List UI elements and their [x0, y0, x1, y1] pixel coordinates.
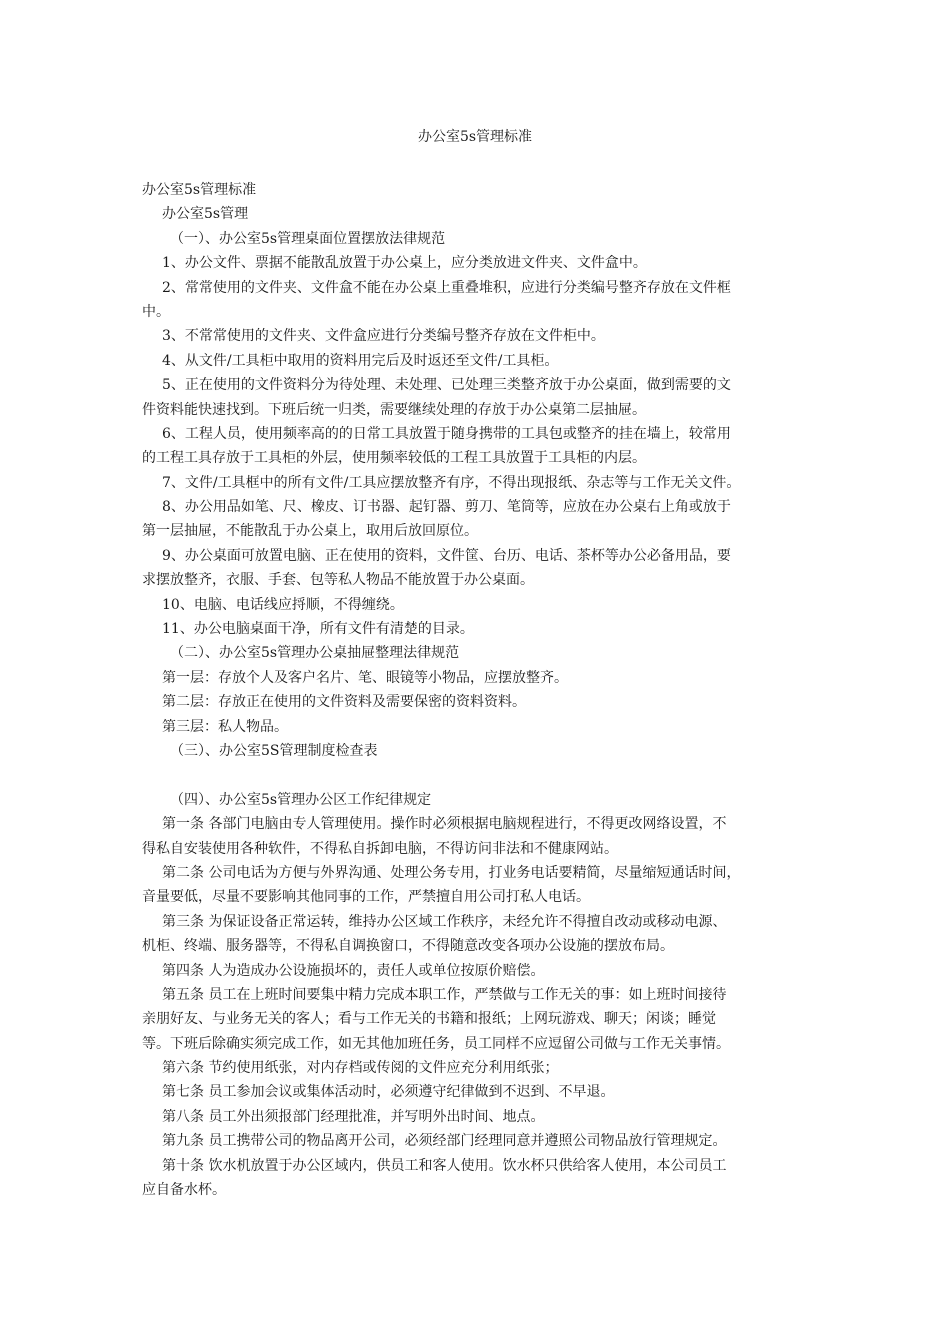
- document-body: [142, 178, 818, 1202]
- text-line: 第四条 人为造成办公设施损坏的，责任人或单位按原价赔偿。: [162, 962, 545, 979]
- text-line: 第二条 公司电话为方便与外界沟通、处理公务专用，打业务电话要精简，尽量缩短通话时间，: [162, 864, 741, 881]
- text-line: 7、文件/工具框中的所有文件/工具应摆放整齐有序，不得出现报纸、杂志等与工作无关文件。: [162, 474, 741, 491]
- text-line: 第三层：私人物品。: [162, 718, 288, 735]
- text-line: 第七条 员工参加会议或集体活动时，必须遵守纪律做到不迟到、不早退。: [162, 1084, 615, 1101]
- text-line: 得私自安装使用各种软件，不得私自拆卸电脑，不得访问非法和不健康网站。: [142, 840, 618, 857]
- text-line: 10、电脑、电话线应捋顺，不得缠绕。: [162, 596, 404, 613]
- text-line: 第三条 为保证设备正常运转，维持办公区域工作秩序，未经允许不得擅自改动或移动电源、: [162, 913, 727, 930]
- text-line: 第一层抽屉，不能散乱于办公桌上，取用后放回原位。: [142, 523, 478, 540]
- text-line: 音量要低，尽量不要影响其他同事的工作，严禁擅自用公司打私人电话。: [142, 889, 590, 906]
- text-line: 第九条 员工携带公司的物品离开公司，必须经部门经理同意并遵照公司物品放行管理规定。: [162, 1133, 727, 1150]
- text-line: 第五条 员工在上班时间要集中精力完成本职工作，严禁做与工作无关的事：如上班时间接待: [162, 986, 727, 1003]
- text-line: 的工程工具存放于工具柜的外层，使用频率较低的工程工具放置于工具柜的内层。: [142, 450, 646, 467]
- text-line: 第八条 员工外出须报部门经理批准，并写明外出时间、地点。: [162, 1108, 545, 1125]
- text-line: 第一条 各部门电脑由专人管理使用。操作时必须根据电脑规程进行，不得更改网络设置，不: [162, 816, 727, 833]
- text-line: 亲朋好友、与业务无关的客人；看与工作无关的书籍和报纸；上网玩游戏、聊天；闲谈；睡觉: [142, 1011, 716, 1028]
- text-line: 11、办公电脑桌面干净，所有文件有清楚的目录。: [162, 621, 474, 638]
- text-line: 4、从文件/工具柜中取用的资料用完后及时返还至文件/工具柜。: [162, 352, 559, 369]
- text-line: 第二层：存放正在使用的文件资料及需要保密的资料资料。: [162, 694, 526, 711]
- text-line: （一）、办公室5s管理桌面位置摆放法律规范: [170, 230, 446, 247]
- text-line: （三）、办公室5S管理制度检查表: [170, 742, 378, 759]
- text-line: 办公室5s管理标准: [142, 182, 257, 198]
- text-line: 第一层：存放个人及客户名片、笔、眼镜等小物品，应摆放整齐。: [162, 669, 568, 686]
- text-line: （四）、办公室5s管理办公区工作纪律规定: [170, 791, 432, 808]
- page-title: 办公室5s管理标准: [417, 129, 533, 145]
- text-line: 中。: [142, 303, 170, 320]
- text-line: 8、办公用品如笔、尺、橡皮、订书器、起钉器、剪刀、笔筒等，应放在办公桌右上角或放于: [162, 499, 731, 516]
- text-line: 第十条 饮水机放置于办公区域内，供员工和客人使用。饮水杯只供给客人使用，本公司员工: [162, 1157, 727, 1174]
- text-line: 办公室5s管理: [162, 206, 249, 223]
- text-line: 9、办公桌面可放置电脑、正在使用的资料，文件筐、台历、电话、茶杯等办公必备用品，要: [162, 547, 731, 564]
- text-line: （二）、办公室5s管理办公桌抽屉整理法律规范: [170, 645, 460, 662]
- text-line: 应自备水杯。: [142, 1182, 226, 1199]
- text-line: 2、常常使用的文件夹、文件盒不能在办公桌上重叠堆积，应进行分类编号整齐存放在文件框: [162, 279, 731, 296]
- text-line: 件资料能快速找到。下班后统一归类，需要继续处理的存放于办公桌第二层抽屉。: [142, 401, 646, 418]
- blank-line: [142, 763, 818, 787]
- text-line: 3、不常常使用的文件夹、文件盒应进行分类编号整齐存放在文件柜中。: [162, 328, 605, 345]
- text-line: 求摆放整齐，衣服、手套、包等私人物品不能放置于办公桌面。: [142, 572, 534, 589]
- text-line: 1、办公文件、票据不能散乱放置于办公桌上，应分类放进文件夹、文件盒中。: [162, 255, 647, 272]
- text-line: 等。下班后除确实须完成工作，如无其他加班任务，员工同样不应逗留公司做与工作无关事情。: [142, 1035, 730, 1052]
- text-line: 5、正在使用的文件资料分为待处理、未处理、已处理三类整齐放于办公桌面，做到需要的文: [162, 377, 731, 394]
- text-line: 第六条 节约使用纸张，对内存档或传阅的文件应充分利用纸张；: [162, 1060, 559, 1077]
- text-line: 机柜、终端、服务器等，不得私自调换窗口，不得随意改变各项办公设施的摆放布局。: [142, 938, 674, 955]
- text-line: 6、工程人员，使用频率高的的日常工具放置于随身携带的工具包或整齐的挂在墙上，较常用: [162, 425, 731, 442]
